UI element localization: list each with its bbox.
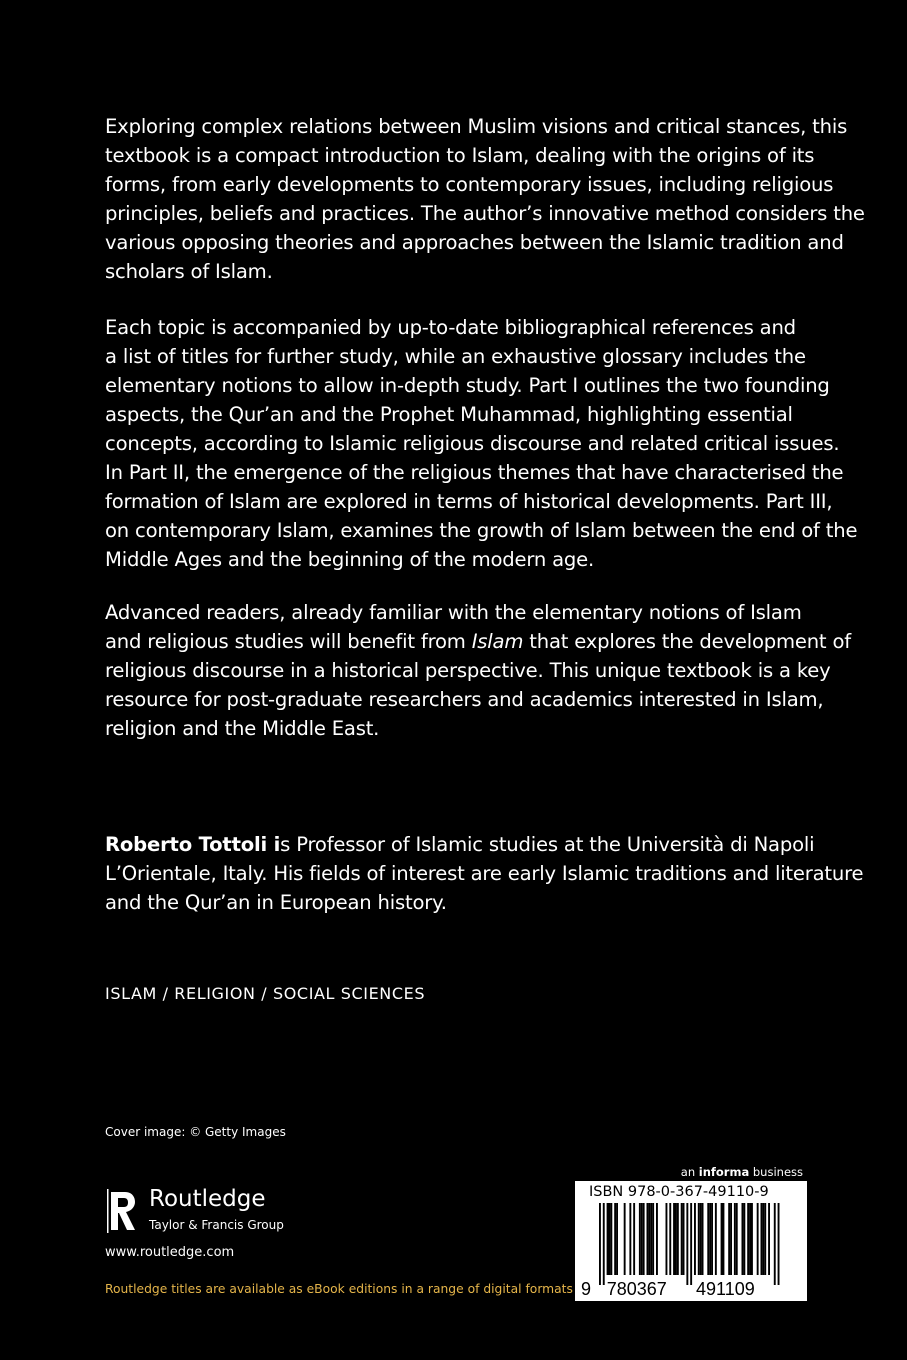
text-line: concepts, according to Islamic religious discourse and related critical issues. [105,432,840,455]
author-name: Roberto Tottoli i [105,833,281,856]
barcode-bar [652,1203,654,1275]
routledge-logo [105,1186,285,1238]
description-paragraph-2 [105,313,858,574]
description-paragraph-3 [105,598,851,743]
barcode-bar [690,1203,692,1285]
barcode-bar [624,1203,626,1275]
text-segment: that explores the development of [523,630,851,653]
text-line: religion and the Middle East. [105,717,380,740]
barcode-bar [694,1203,696,1275]
barcode-bar [607,1203,609,1275]
text-line: Advanced readers, already familiar with the elementary notions of Islam [105,601,802,624]
text-line: scholars of Islam. [105,260,273,283]
barcode-bar [629,1203,631,1275]
isbn-text: ISBN 978-0-367-49110-9 [589,1184,769,1200]
barcode-bar [721,1203,723,1275]
publisher-website[interactable]: www.routledge.com [105,1245,235,1260]
publisher-group: Taylor & Francis Group [149,1218,284,1232]
barcode-bar [677,1203,679,1275]
text-line: principles, beliefs and practices. The author’s innovative method considers the [105,202,865,225]
barcode-bar [610,1203,612,1275]
book-title-italic: Islam [471,630,524,653]
text-line: textbook is a compact introduction to Islam, dealing with the origins of its [105,144,815,167]
text-line [105,627,851,656]
barcode-bar [698,1203,700,1275]
barcode-bar [730,1203,732,1275]
text-line: Exploring complex relations between Muslim visions and critical stances, this [105,115,848,138]
author-bio [105,830,864,917]
barcode-bar [736,1203,738,1275]
text-line: on contemporary Islam, examines the growth of Islam between the end of the [105,519,858,542]
text-segment: s Professor of Islamic studies at the Università di Napoli [280,833,815,856]
barcode-bar [768,1203,770,1275]
description-paragraph-1 [105,112,865,286]
barcode-bar [669,1203,671,1275]
barcode-bar [681,1203,683,1275]
isbn-barcode [575,1181,807,1301]
text-line: elementary notions to allow in-depth study. Part I outlines the two founding [105,374,830,397]
barcode-bar [609,1203,611,1275]
publisher-name: Routledge [149,1186,266,1212]
text-segment: and religious studies will benefit from [105,630,472,653]
barcode-bar [641,1203,643,1275]
barcode-bar [666,1203,668,1275]
text-line: forms, from early developments to contemporary issues, including religious [105,173,834,196]
routledge-r-icon [105,1188,139,1234]
barcode-bar [702,1203,704,1275]
barcode-bar [603,1203,605,1285]
barcode-bar [673,1203,675,1275]
barcode-bar [711,1203,713,1275]
barcode-bar [616,1203,618,1275]
text-line: resource for post-graduate researchers and academics interested in Islam, [105,688,824,711]
barcode-bar [742,1203,744,1275]
barcode-digits-left: 780367 [606,1279,667,1299]
barcode-bar [639,1203,641,1275]
barcode-bar [728,1203,730,1275]
text-line: L’Orientale, Italy. His fields of interest are early Islamic traditions and literature [105,862,864,885]
barcode-bar [647,1203,649,1275]
barcode-bar [656,1203,658,1275]
barcode-bar [700,1203,702,1275]
subject-categories: ISLAM / RELIGION / SOCIAL SCIENCES [105,984,426,1003]
barcode-digits-right: 491109 [696,1279,755,1299]
text-line: In Part II, the emergence of the religious themes that have characterised the [105,461,844,484]
text-segment: an [680,1165,699,1179]
barcode-bar [751,1203,753,1275]
informa-wordmark: informa [698,1165,750,1179]
barcode-bar [614,1203,616,1275]
text-line: religious discourse in a historical perspective. This unique textbook is a key [105,659,831,682]
barcode-bar [757,1203,759,1275]
ebook-availability-note: Routledge titles are available as eBook editions in a range of digital formats [105,1282,573,1296]
barcode-bar [599,1203,601,1285]
text-line: a list of titles for further study, while an exhaustive glossary includes the [105,345,806,368]
barcode-bar [743,1203,745,1275]
barcode-bar [734,1203,736,1275]
barcode-bar [749,1203,751,1275]
barcode-bar [709,1203,711,1275]
informa-business-tag [681,1165,803,1179]
barcode-bar [643,1203,645,1275]
text-segment: business [749,1165,803,1179]
barcode-bar [686,1203,688,1285]
text-line: formation of Islam are explored in terms of historical developments. Part III, [105,490,833,513]
barcode-bar [762,1203,764,1275]
text-line: Middle Ages and the beginning of the modern age. [105,548,595,571]
text-line: and the Qur’an in European history. [105,891,447,914]
text-line: Each topic is accompanied by up-to-date bibliographical references and [105,316,796,339]
barcode-bar [707,1203,709,1275]
text-line: aspects, the Qur’an and the Prophet Muhammad, highlighting essential [105,403,793,426]
cover-image-credit: Cover image: © Getty Images [105,1125,286,1139]
barcode-icon [575,1181,807,1301]
text-line [105,830,815,859]
barcode-bar [778,1203,780,1285]
barcode-bar [633,1203,635,1275]
barcode-bar [675,1203,677,1275]
barcode-bar [650,1203,652,1275]
barcode-bar [648,1203,650,1275]
barcode-bar [683,1203,685,1275]
barcode-digit-lead: 9 [581,1279,592,1299]
barcode-bar [761,1203,763,1275]
barcode-bar [723,1203,725,1275]
barcode-bar [774,1203,776,1285]
barcode-bar [764,1203,766,1275]
barcode-bar [715,1203,717,1275]
text-line: various opposing theories and approaches between the Islamic tradition and [105,231,844,254]
barcode-bar [747,1203,749,1275]
